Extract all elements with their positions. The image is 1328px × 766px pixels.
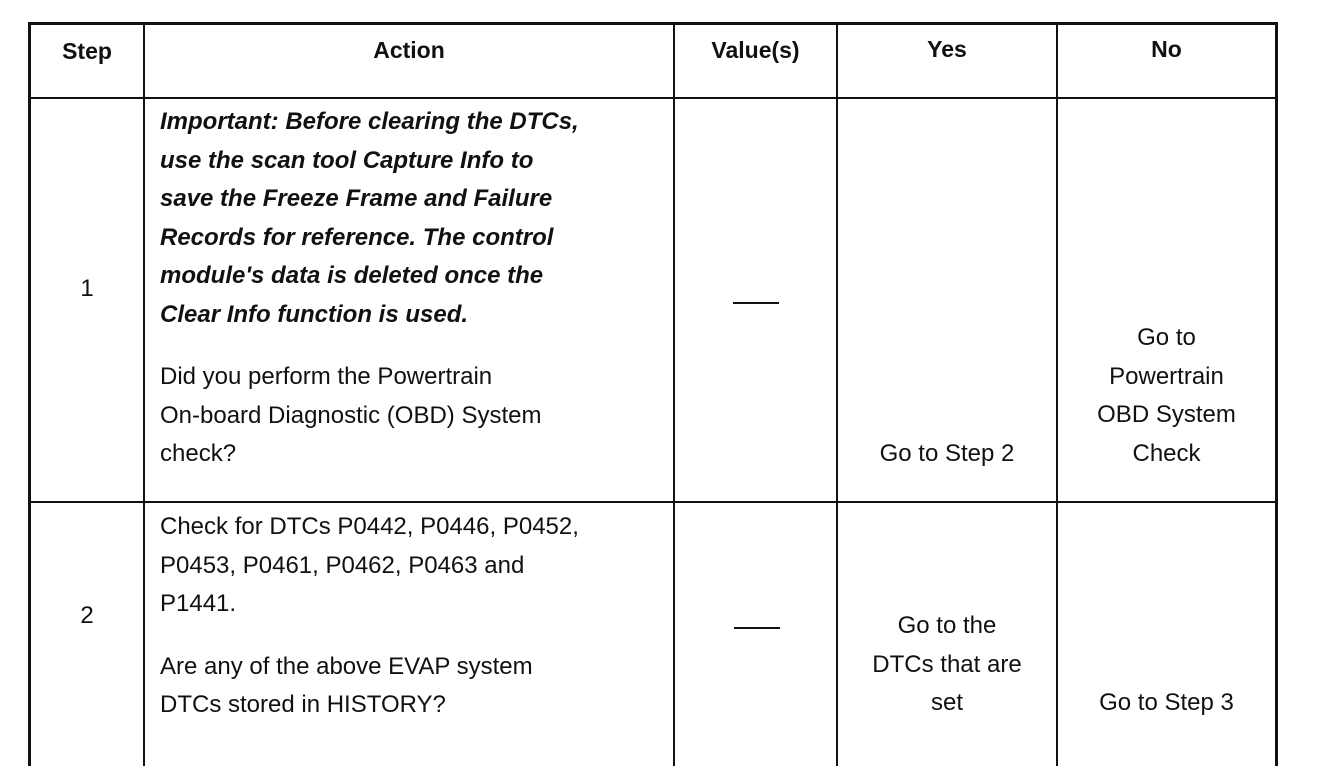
header-no: No [1151,36,1182,62]
column-divider [143,25,145,766]
yes-line: Go to the [897,612,997,639]
no-line: Check [1132,439,1201,467]
action-cell [160,508,670,725]
procedure-table [28,22,1278,766]
action-cell [160,103,670,474]
important-line: module's data is deleted once the [160,262,544,289]
row-divider [31,501,1275,503]
question-line: Are any of the above EVAP system [160,652,533,680]
yes-line: Go to Step 2 [879,440,1015,467]
value-dash [734,627,780,629]
header-step: Step [62,38,112,64]
important-line: Clear Info function is used. [160,300,469,328]
column-divider [673,25,675,766]
no-line: Go to [1137,324,1196,351]
important-line: use the scan tool Capture Info to [160,146,534,174]
header-values: Value(s) [711,37,800,63]
step-number: 2 [80,602,94,629]
header-row-divider [31,97,1275,99]
header-yes: Yes [927,36,967,62]
check-text [160,508,670,624]
question-line: check? [160,440,237,467]
check-line: P0453, P0461, P0462, P0463 and [160,551,525,579]
yes-cell [838,435,1056,474]
question-text [160,358,670,474]
value-dash [733,302,779,304]
check-line: P1441. [160,590,237,617]
important-note [160,103,670,334]
step-number: 1 [80,275,94,302]
no-cell [1058,684,1275,723]
important-line: Important: Before clearing the DTCs, [160,108,579,135]
important-line: save the Freeze Frame and Failure [160,185,553,212]
no-cell [1058,319,1275,473]
question-text [160,648,670,725]
question-line: On-board Diagnostic (OBD) System [160,401,542,429]
header-action: Action [373,37,445,63]
question-line: Did you perform the Powertrain [160,363,493,390]
no-line: OBD System [1097,401,1236,428]
yes-cell [838,607,1056,723]
no-line: Powertrain [1109,362,1224,390]
yes-line: set [930,689,963,716]
yes-line: DTCs that are [872,650,1022,678]
check-line: Check for DTCs P0442, P0446, P0452, [160,513,579,540]
no-line: Go to Step 3 [1099,689,1234,716]
question-line: DTCs stored in HISTORY? [160,691,446,718]
important-line: Records for reference. The control [160,223,554,251]
